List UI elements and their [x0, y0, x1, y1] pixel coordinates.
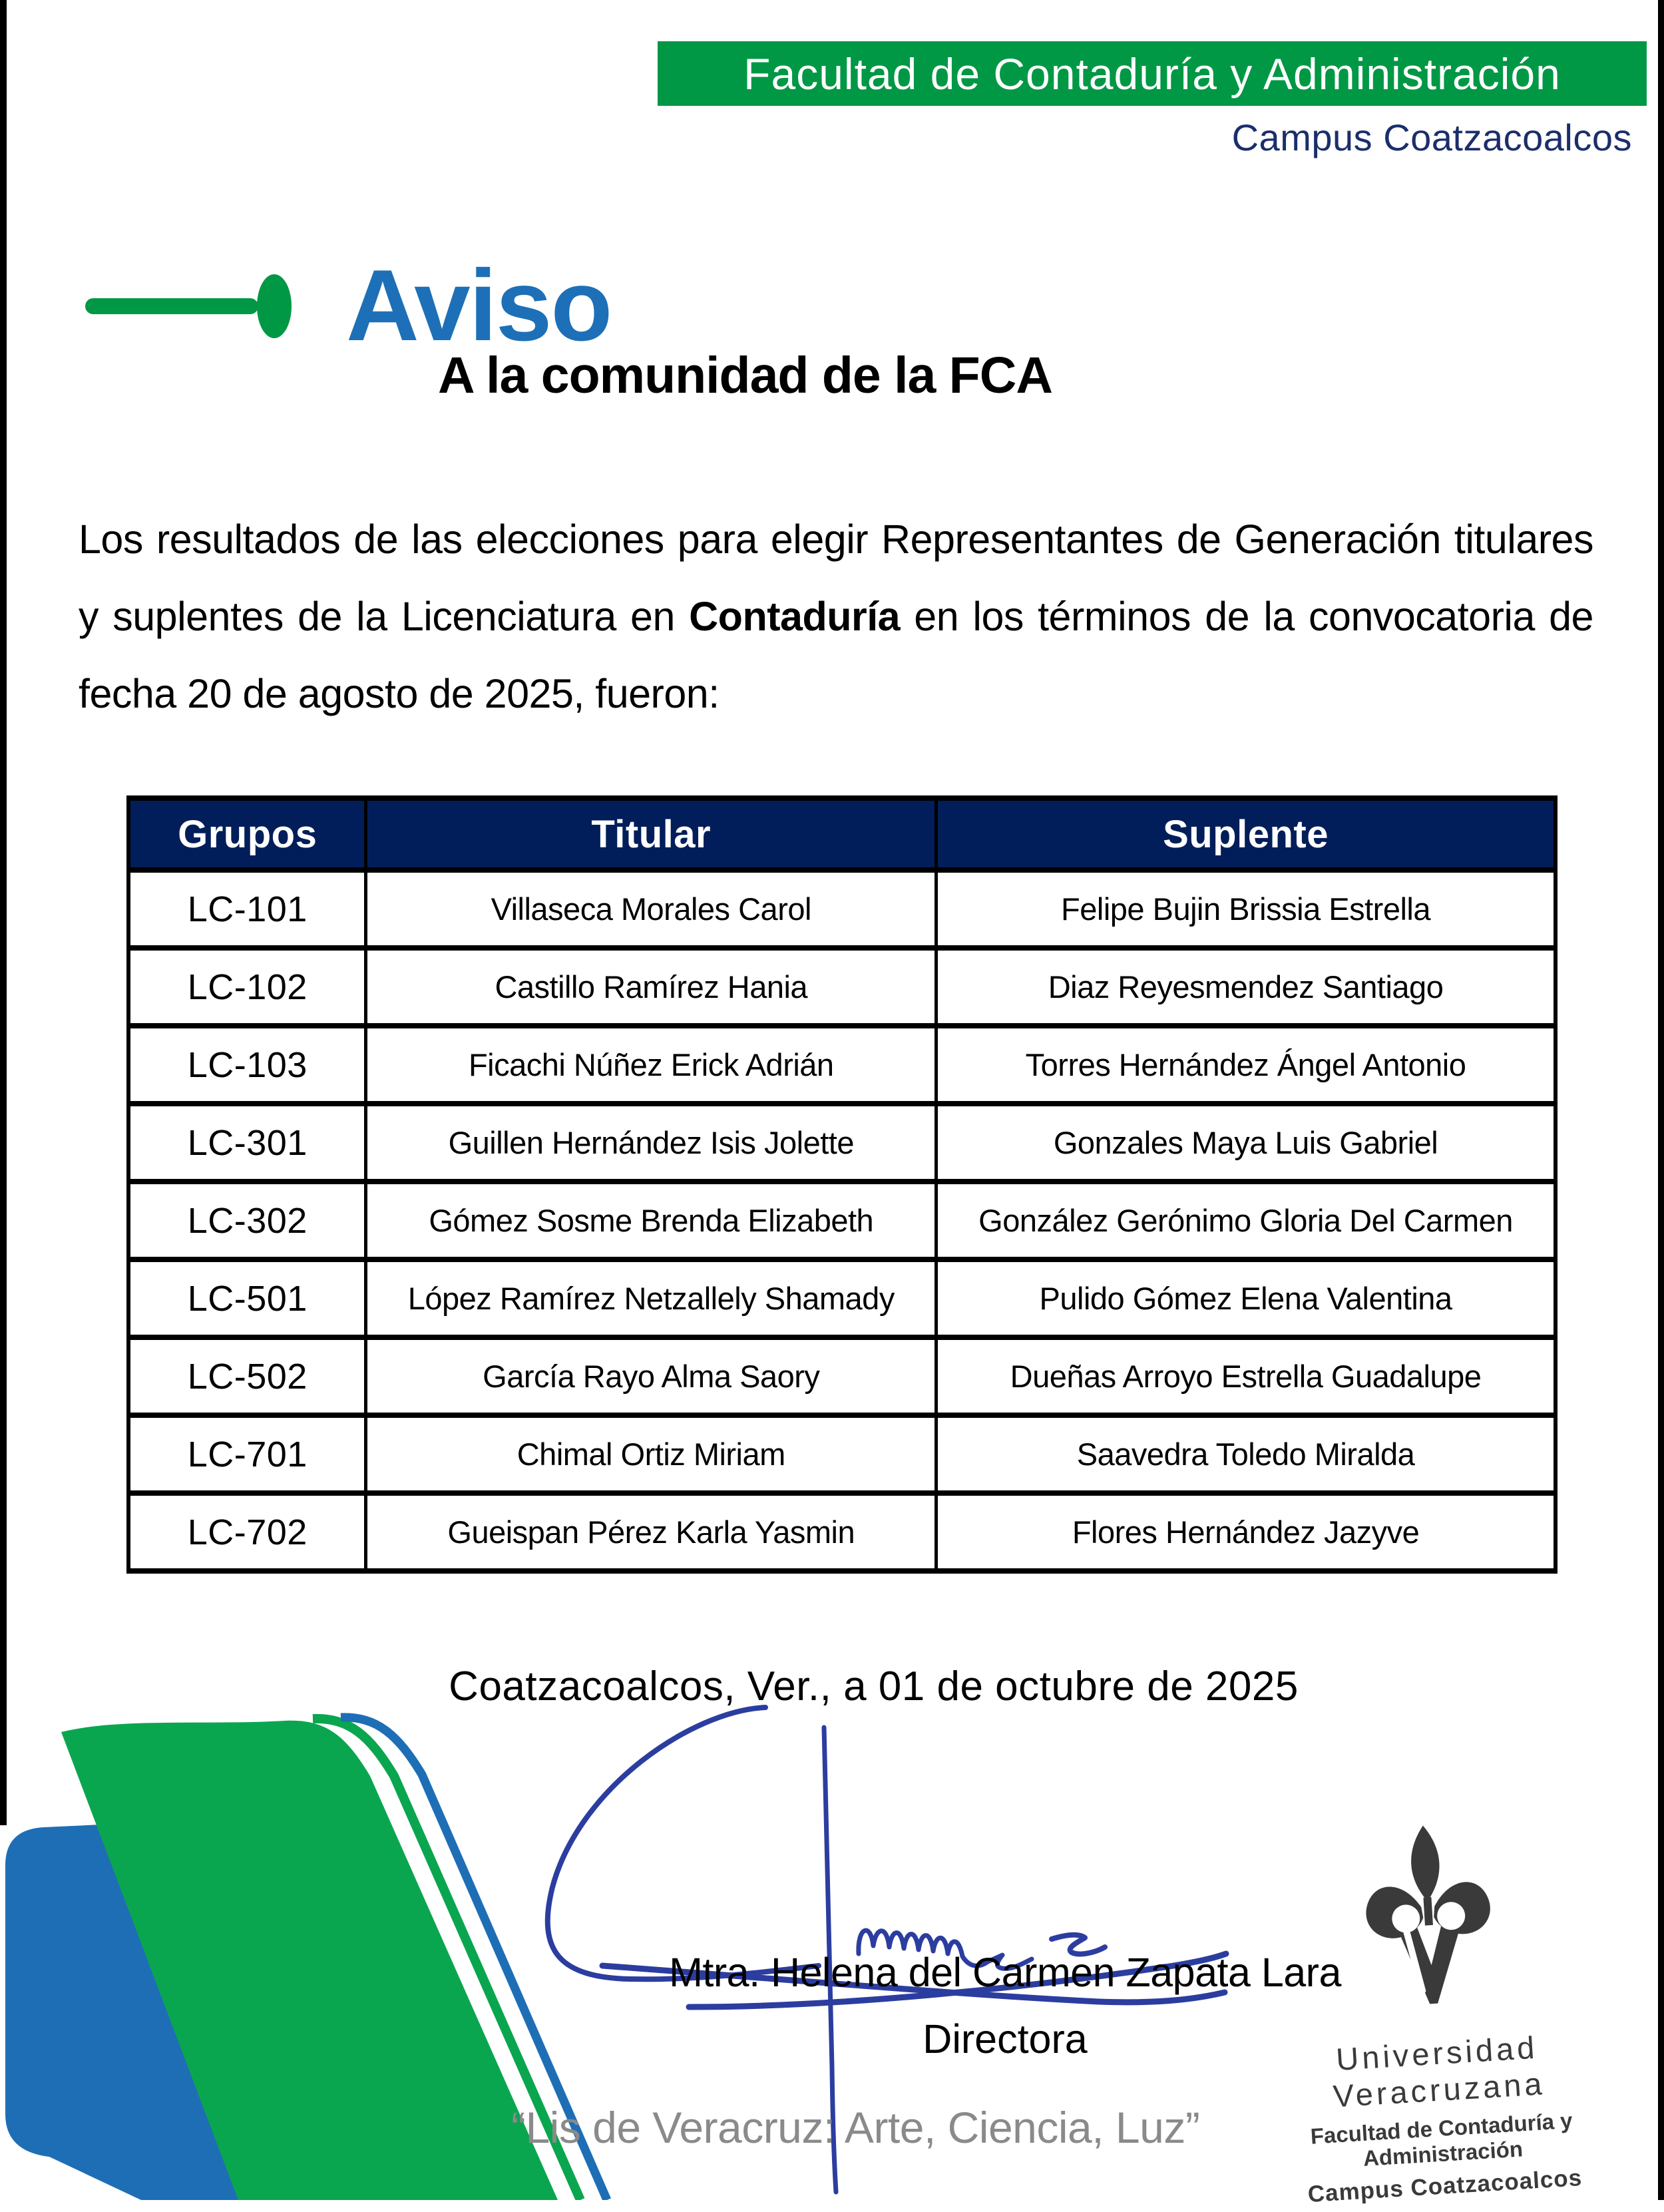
- column-header-grupos: Grupos: [128, 798, 366, 870]
- group-cell: LC-302: [128, 1182, 366, 1259]
- uv-fleur-icon: [1356, 1821, 1502, 2029]
- stamp-campus-name: Campus Coatzacoalcos: [1307, 2164, 1583, 2208]
- table-row: [128, 1104, 1556, 1182]
- group-cell: LC-501: [128, 1259, 366, 1337]
- stamp-faculty-name: Facultad de Contaduría y Administración: [1309, 2107, 1573, 2171]
- suplente-cell: Saavedra Toledo Miralda: [936, 1415, 1556, 1493]
- titular-cell: Gómez Sosme Brenda Elizabeth: [366, 1182, 936, 1259]
- university-motto: “Lis de Veracruz: Arte, Ciencia, Luz”: [511, 2103, 1200, 2152]
- table-row: [128, 1415, 1556, 1493]
- faculty-banner: Facultad de Contaduría y Administración: [658, 41, 1647, 106]
- titular-cell: García Rayo Alma Saory: [366, 1337, 936, 1415]
- page-border-right: [1658, 0, 1664, 2200]
- signer-title: Directora: [923, 2016, 1088, 2062]
- column-header-titular: Titular: [366, 798, 936, 870]
- intro-text-bold: Contaduría: [689, 594, 901, 639]
- page-subtitle: A la comunidad de la FCA: [438, 347, 1052, 404]
- campus-subtitle: Campus Coatzacoalcos: [1231, 116, 1632, 158]
- results-table-container: [126, 795, 1558, 1574]
- suplente-cell: Torres Hernández Ángel Antonio: [936, 1026, 1556, 1104]
- group-cell: LC-701: [128, 1415, 366, 1493]
- table-row: [128, 1026, 1556, 1104]
- table-row: [128, 1259, 1556, 1337]
- group-cell: LC-702: [128, 1493, 366, 1571]
- titular-cell: Villaseca Morales Carol: [366, 870, 936, 948]
- suplente-cell: Diaz Reyesmendez Santiago: [936, 948, 1556, 1026]
- dateline: Coatzacoalcos, Ver., a 01 de octubre de 2025: [449, 1663, 1299, 1709]
- suplente-cell: Dueñas Arroyo Estrella Guadalupe: [936, 1337, 1556, 1415]
- titular-cell: Chimal Ortiz Miriam: [366, 1415, 936, 1493]
- titular-cell: López Ramírez Netzallely Shamady: [366, 1259, 936, 1337]
- table-row: [128, 1182, 1556, 1259]
- university-stamp: [1220, 1813, 1648, 2212]
- group-cell: LC-103: [128, 1026, 366, 1104]
- titular-cell: Guillen Hernández Isis Jolette: [366, 1104, 936, 1182]
- signer-name: Mtra. Helena del Carmen Zapata Lara: [669, 1950, 1341, 1995]
- intro-paragraph: [79, 501, 1593, 732]
- suplente-cell: Flores Hernández Jazyve: [936, 1493, 1556, 1571]
- group-cell: LC-101: [128, 870, 366, 948]
- intro-text-after: en los términos de la convocatoria de fecha 20 de agosto de 2025, fueron:: [79, 594, 1593, 716]
- group-cell: LC-502: [128, 1337, 366, 1415]
- suplente-cell: Pulido Gómez Elena Valentina: [936, 1259, 1556, 1337]
- page-title: Aviso: [346, 249, 612, 362]
- page-border-left: [0, 0, 7, 1825]
- table-row: [128, 870, 1556, 948]
- suplente-cell: Felipe Bujin Brissia Estrella: [936, 870, 1556, 948]
- table-header-row: [128, 798, 1556, 870]
- group-cell: LC-102: [128, 948, 366, 1026]
- stamp-university-name: Universidad Veracruzana: [1332, 2029, 1546, 2114]
- accent-dot: [257, 274, 292, 338]
- results-table: [126, 795, 1558, 1574]
- titular-cell: Ficachi Núñez Erick Adrián: [366, 1026, 936, 1104]
- intro-text-before: Los resultados de las elecciones para elegir Representantes de Generación titulares y suplentes de la Licenciatura en: [79, 517, 1593, 639]
- suplente-cell: Gonzales Maya Luis Gabriel: [936, 1104, 1556, 1182]
- table-row: [128, 1337, 1556, 1415]
- titular-cell: Gueispan Pérez Karla Yasmin: [366, 1493, 936, 1571]
- table-row: [128, 948, 1556, 1026]
- titular-cell: Castillo Ramírez Hania: [366, 948, 936, 1026]
- table-row: [128, 1493, 1556, 1571]
- accent-line: [85, 298, 258, 314]
- column-header-suplente: Suplente: [936, 798, 1556, 870]
- group-cell: LC-301: [128, 1104, 366, 1182]
- suplente-cell: González Gerónimo Gloria Del Carmen: [936, 1182, 1556, 1259]
